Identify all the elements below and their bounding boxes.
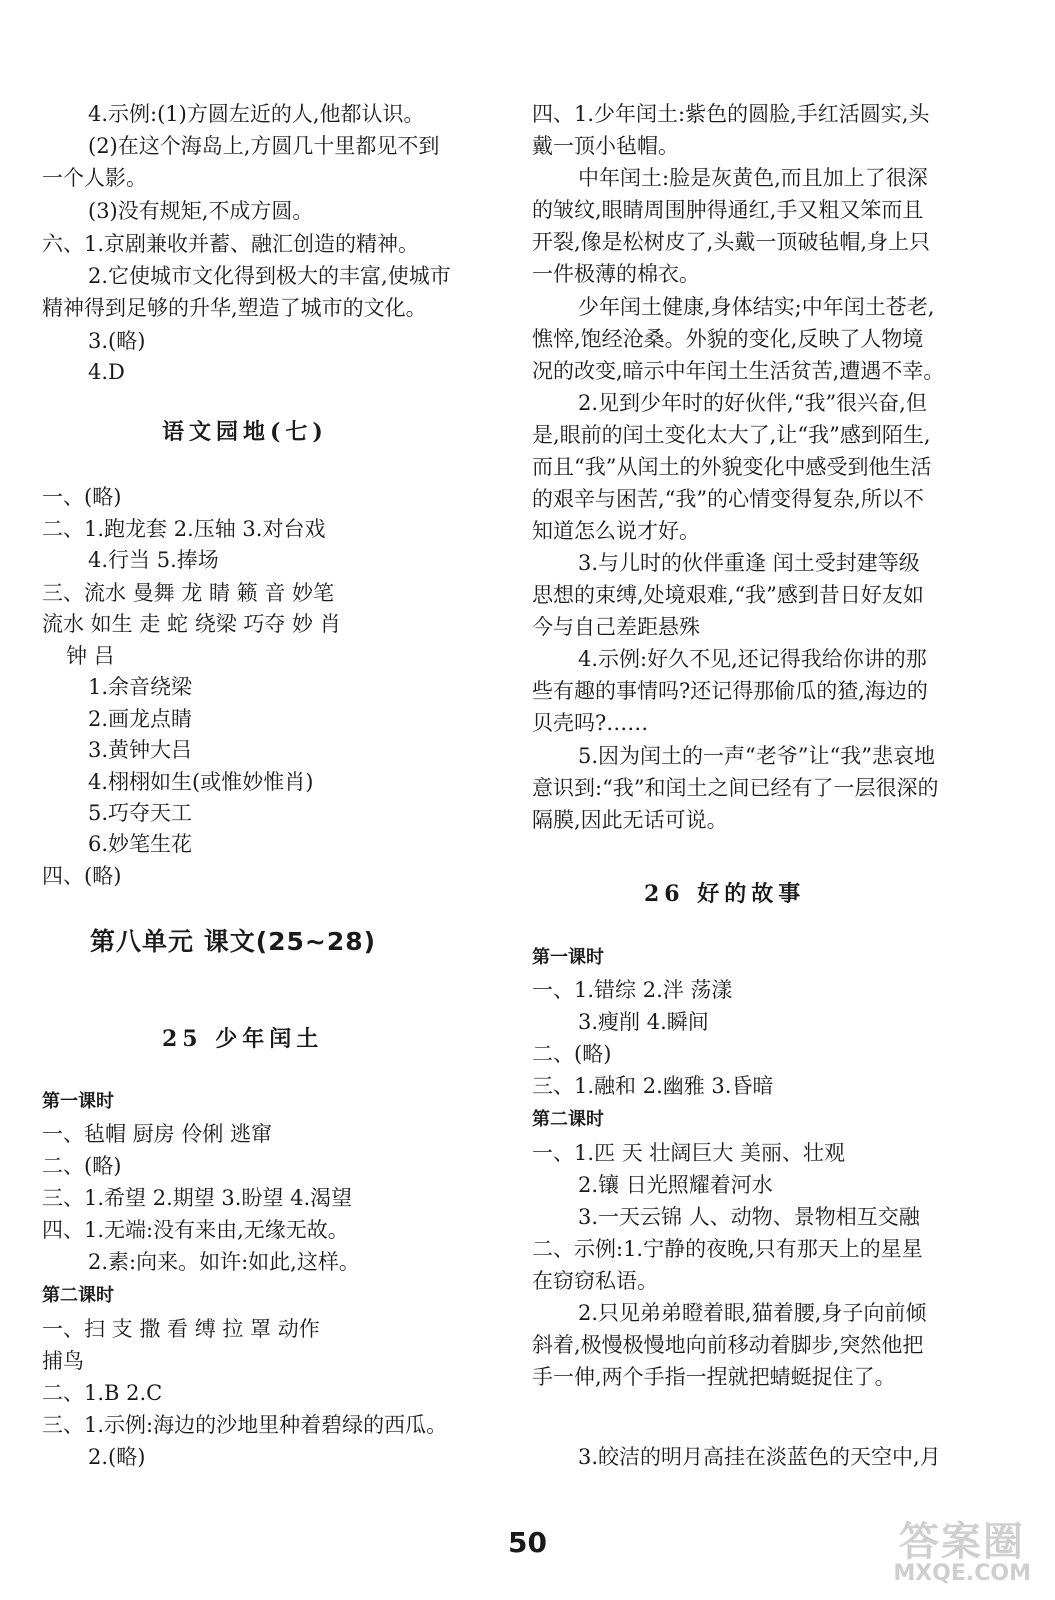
text-line: 今与自己差距悬殊 (532, 615, 700, 639)
text-line: 四、1.无端:没有来由,无缘无故。 (42, 1218, 349, 1242)
text-line: 隔膜,因此无话可说。 (532, 808, 728, 832)
text-line: 3.皎洁的明月高挂在淡蓝色的天空中,月 (578, 1445, 941, 1469)
text-line: 6.妙笔生花 (88, 832, 193, 856)
watermark (865, 1510, 1035, 1586)
text-line: 一、毡帽 厨房 伶俐 逃窜 (42, 1122, 273, 1146)
text-line: 少年闰土健康,身体结实;中年闰土苍老, (578, 295, 935, 319)
unit-heading: 第八单元 课文(25~28) (90, 927, 377, 956)
text-line: 手一伸,两个手指一捏就把蜻蜓捉住了。 (532, 1365, 896, 1389)
text-line: 2.镶 日光照耀着河水 (578, 1173, 773, 1197)
text-line: 一件极薄的棉衣。 (532, 262, 700, 286)
text-line: 二、1.跑龙套 2.压轴 3.对台戏 (42, 517, 326, 541)
text-line: 4.栩栩如生(或惟妙惟肖) (88, 770, 314, 794)
text-line: 2.素:向来。如许:如此,这样。 (88, 1250, 360, 1274)
text-line: 四、1.少年闰土:紫色的圆脸,手红活圆实,头 (532, 102, 930, 126)
text-line: 知道怎么说才好。 (532, 519, 700, 543)
text-line: 2.画龙点睛 (88, 707, 193, 731)
text-line: 憔悴,饱经沧桑。外貌的变化,反映了人物境 (532, 327, 924, 351)
text-line: 而且“我”从闰土的外貌变化中感受到他生活 (532, 455, 932, 479)
watermark-logo: 答案圈 (899, 1519, 1025, 1565)
text-line: 流水 如生 走 蛇 绕梁 巧夺 妙 肖 (42, 612, 341, 636)
text-line: 中年闰土:脸是灰黄色,而且加上了很深 (578, 166, 928, 190)
text-line: 二、1.B 2.C (42, 1381, 163, 1405)
text-line: 5.巧夺天工 (88, 801, 193, 825)
text-line: 六、1.京剧兼收并蓄、融汇创造的精神。 (42, 232, 420, 256)
text-line: 斜着,极慢极慢地向前移动着脚步,突然他把 (532, 1333, 924, 1357)
text-line: (2)在这个海岛上,方圆几十里都见不到 (88, 134, 440, 158)
text-line: 二、示例:1.宁静的夜晚,只有那天上的星星 (532, 1237, 923, 1261)
text-line: 四、(略) (42, 864, 122, 888)
text-line: 一、(略) (42, 485, 122, 509)
text-line: 的皱纹,眼睛周围肿得通红,手又粗又笨而且 (532, 198, 924, 222)
text-line: 精神得到足够的升华,塑造了城市的文化。 (42, 296, 427, 320)
text-line: 些有趣的事情吗?还记得那偷瓜的猹,海边的 (532, 679, 928, 703)
text-line: 2.只见弟弟瞪着眼,猫着腰,身子向前倾 (578, 1301, 927, 1325)
text-line: 在窃窃私语。 (532, 1269, 658, 1293)
text-line: 戴一顶小毡帽。 (532, 134, 679, 158)
text-line: 三、1.融和 2.幽雅 3.昏暗 (532, 1074, 774, 1098)
text-line: 开裂,像是松树皮了,头戴一顶破毡帽,身上只 (532, 230, 931, 254)
text-line: 是,眼前的闰土变化太大了,让“我”感到陌生, (532, 423, 931, 447)
text-line: 三、1.示例:海边的沙地里种着碧绿的西瓜。 (42, 1413, 448, 1437)
section-heading: 语文园地(七) (162, 419, 328, 445)
text-line: 二、(略) (42, 1154, 122, 1178)
text-line: (3)没有规矩,不成方圆。 (88, 199, 314, 223)
subsection-heading: 第二课时 (532, 1109, 604, 1130)
page-number: 50 (508, 1526, 547, 1559)
text-line: 2.(略) (88, 1445, 146, 1469)
text-line: 4.示例:(1)方圆左近的人,他都认识。 (88, 102, 425, 126)
text-line: 1.余音绕梁 (88, 675, 193, 699)
text-line: 意识到:“我”和闰土之间已经有了一层很深的 (532, 776, 939, 800)
text-line: 2.它使城市文化得到极大的丰富,使城市 (88, 264, 451, 288)
subsection-heading: 第二课时 (42, 1285, 114, 1306)
text-line: 贝壳吗?…… (532, 711, 649, 735)
text-line: 的艰辛与困苦,“我”的心情变得复杂,所以不 (532, 487, 924, 511)
subsection-heading: 第一课时 (42, 1091, 114, 1112)
text-line: 二、(略) (532, 1042, 612, 1066)
text-line: 三、流水 曼舞 龙 睛 籁 音 妙笔 (42, 581, 335, 605)
text-line: 3.一天云锦 人、动物、景物相互交融 (578, 1205, 920, 1229)
text-line: 3.瘦削 4.瞬间 (578, 1010, 709, 1034)
text-line: 一个人影。 (42, 166, 147, 190)
section-heading: 26 好的故事 (644, 881, 806, 907)
text-line: 4.D (88, 360, 125, 384)
text-line: 一、1.匹 天 壮阔巨大 美丽、壮观 (532, 1141, 846, 1165)
text-line: 捕鸟 (42, 1349, 84, 1373)
text-line: 2.见到少年时的好伙伴,“我”很兴奋,但 (578, 391, 927, 415)
text-line: 5.因为闰土的一声“老爷”让“我”悲哀地 (578, 744, 935, 768)
subsection-heading: 第一课时 (532, 947, 604, 968)
text-line: 4.示例:好久不见,还记得我给你讲的那 (578, 647, 927, 671)
watermark-site: MXQE.COM (893, 1561, 1031, 1586)
text-line: 况的改变,暗示中年闰土生活贫苦,遭遇不幸。 (532, 359, 945, 383)
text-line: 3.黄钟大吕 (88, 738, 193, 762)
text-line: 3.与儿时的伙伴重逢 闰土受封建等级 (578, 551, 920, 575)
text-line: 4.行当 5.捧场 (88, 548, 219, 572)
section-heading: 25 少年闰土 (162, 1026, 324, 1052)
text-line: 思想的束缚,处境艰难,“我”感到昔日好友如 (532, 583, 924, 607)
text-line: 一、扫 支 撒 看 缚 拉 罩 动作 (42, 1317, 320, 1341)
text-line: 钟 吕 (66, 644, 115, 668)
text-line: 3.(略) (88, 329, 146, 353)
text-line: 一、1.错综 2.泮 荡漾 (532, 978, 733, 1002)
text-line: 三、1.希望 2.期望 3.盼望 4.渴望 (42, 1186, 353, 1210)
